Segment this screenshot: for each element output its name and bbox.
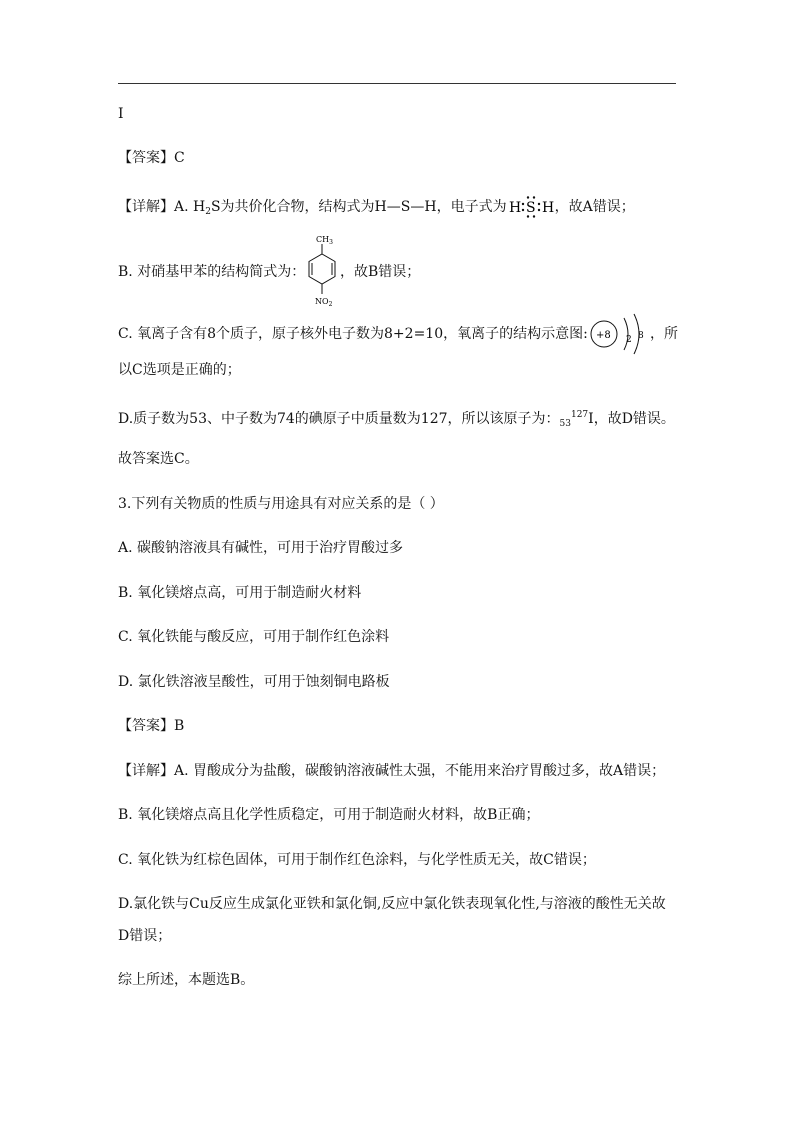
- oxygen-ion-diagram: [588, 312, 652, 356]
- q3-answer: 【答案】B: [118, 718, 185, 734]
- q2-detail-c-line1: C. 氧离子含有8个质子，原子核外电子数为8+2=10，氧离子的结构示意图:: [118, 326, 588, 342]
- lewis-s-center: S: [525, 200, 536, 216]
- shell-1-count: 2: [626, 335, 632, 345]
- lewis-dots: [507, 196, 555, 218]
- lewis-h-right: H: [541, 200, 554, 216]
- nitro-group: $NO_2$: [315, 297, 333, 308]
- q3-detail-b: B. 氧化镁熔点高且化学性质稳定，可用于制造耐火材料，故B正确；: [118, 807, 540, 823]
- nucleus-charge: +8: [596, 330, 611, 341]
- detail-d-mass-number: 127: [570, 410, 589, 420]
- header-rule: [118, 83, 676, 84]
- detail-a-subscript: 2: [205, 207, 211, 217]
- q2-detail-a: [118, 196, 635, 222]
- q2-detail-c-line2: 以C选项是正确的；: [118, 362, 241, 378]
- detail-d-prefix: D.质子数为53、中子数为74的碘原子中质量数为127，所以该原子为：: [118, 411, 560, 427]
- methyl-group: $CH_3$: [316, 235, 333, 246]
- detail-d-element: I: [588, 411, 594, 427]
- q3-option-a: A. 碳酸钠溶液具有碱性，可用于治疗胃酸过多: [118, 540, 404, 556]
- atom-structure-icon: [588, 312, 652, 356]
- q3-option-d: D. 氯化铁溶液呈酸性，可用于蚀刻铜电路板: [118, 674, 390, 690]
- q3-detail-d-line2: D错误；: [118, 928, 172, 944]
- q3-question: 3.下列有关物质的性质与用途具有对应关系的是（ ）: [118, 496, 444, 512]
- detail-a-suffix: ，故A错误；: [554, 199, 635, 215]
- q2-detail-c-line1-suffix: ，所: [650, 326, 678, 342]
- detail-a-prefix: A. H: [174, 199, 206, 215]
- detail-b-prefix: B. 对硝基甲苯的结构简式为：: [118, 264, 306, 280]
- detail-label: 【详解】: [118, 199, 174, 215]
- detail-a-middle: S为共价化合物，结构式为H—S—H，电子式为: [210, 199, 507, 215]
- q3-option-b: B. 氧化镁熔点高，可用于制造耐火材料: [118, 585, 362, 601]
- detail-a-text: A. 胃酸成分为盐酸，碳酸钠溶液碱性太强，不能用来治疗胃酸过多，故A错误；: [174, 763, 666, 779]
- q2-detail-b: [118, 262, 305, 282]
- q2-detail-d: [118, 405, 675, 434]
- text-cursor-mark: I: [118, 106, 124, 122]
- detail-d-atomic-number: 53: [559, 419, 571, 429]
- q2-conclusion: 故答案选C。: [118, 451, 199, 467]
- detail-label: 【详解】: [118, 763, 174, 779]
- lewis-structure-h2s: [507, 196, 555, 218]
- detail-d-suffix: ，故D错误。: [593, 411, 675, 427]
- benzene-ring-icon: [300, 232, 344, 312]
- q3-detail-c: C. 氧化铁为红棕色固体，可用于制作红色涂料，与化学性质无关，故C错误；: [118, 852, 596, 868]
- shell-2-count: 8: [638, 331, 644, 341]
- detail-b-suffix: ，故B错误；: [340, 264, 421, 280]
- q3-option-c: C. 氧化铁能与酸反应，可用于制作红色涂料: [118, 629, 390, 645]
- q2-answer: 【答案】C: [118, 150, 185, 166]
- q3-summary: 综上所述，本题选B。: [118, 972, 255, 988]
- lewis-h-left: H: [508, 200, 521, 216]
- p-nitrotoluene-structure: [300, 232, 344, 312]
- q3-detail-d-line1: D.氯化铁与Cu反应生成氯化亚铁和氯化铜,反应中氯化铁表现氧化性,与溶液的酸性无关故: [118, 896, 666, 912]
- q3-detail-a: [118, 761, 665, 781]
